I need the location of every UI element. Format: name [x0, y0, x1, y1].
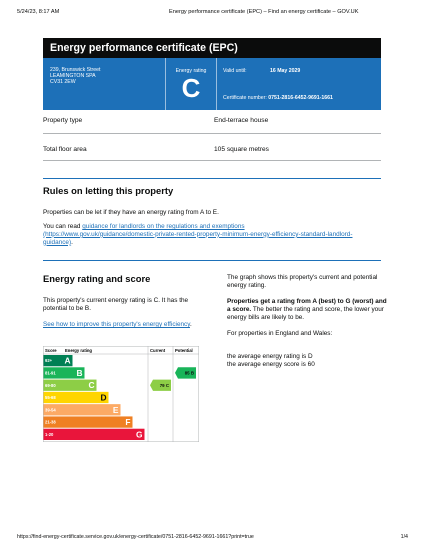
graph-header-potential: Potential — [175, 348, 193, 353]
energy-rating-label: Energy rating — [175, 68, 207, 74]
improve-efficiency-link[interactable]: See how to improve this property's energy efficiency — [43, 321, 190, 328]
graph-band-range: 92+ — [45, 358, 53, 364]
rules-paragraph: Properties can be let if they have an energy rating from A to E. — [43, 209, 219, 216]
address-line-2: LEAMINGTON SPA — [50, 73, 96, 80]
valid-until-label: Valid until: — [223, 68, 247, 74]
graph-header-rating: Energy rating — [65, 348, 92, 353]
average-rating: the average energy rating is D — [227, 353, 313, 360]
floor-area-value: 105 square metres — [214, 146, 269, 153]
print-page-title: Energy performance certificate (EPC) – Find an energy certificate – GOV.UK — [169, 9, 359, 15]
property-type-row — [43, 110, 381, 134]
graph-band-bar — [63, 404, 121, 415]
certificate-number-label: Certificate number: — [223, 95, 267, 101]
potential-rating-label: 85 B — [184, 370, 194, 376]
graph-band-letter: D — [100, 392, 107, 403]
property-type-value: End-terrace house — [214, 117, 269, 124]
divider — [165, 58, 166, 110]
graph-band-range: 69-80 — [45, 382, 56, 388]
energy-rating-letter: C — [181, 73, 201, 103]
graph-band-range: 39-54 — [45, 407, 56, 413]
graph-band-range: 21-38 — [45, 419, 56, 425]
rating-explanation-bold: Properties get a rating from A (best) to G (worst) and a score. — [227, 298, 387, 313]
floor-area-row — [43, 134, 381, 161]
print-url: https://find-energy-certificate.service.gov.uk/energy-certificate/0751-2816-6452-9691-1661?print=true — [17, 534, 254, 540]
graph-band-letter: C — [88, 380, 95, 391]
current-rating-text: This property's current energy rating is C. It has the potential to be B. — [43, 297, 189, 312]
rating-explanation — [227, 298, 387, 321]
guidance-prefix: You can read — [43, 223, 83, 230]
rating-explanation-rest: The better the rating and score, the lower your energy bills are likely to be. — [227, 305, 384, 321]
graph-band-letter: G — [135, 429, 143, 440]
improve-efficiency — [43, 321, 208, 329]
graph-header-score: Score — [45, 348, 57, 353]
floor-area-label: Total floor area — [43, 146, 87, 153]
graph-explanation: The graph shows this property's current and potential energy rating. — [227, 274, 378, 289]
graph-band-bar — [63, 429, 145, 440]
print-header — [17, 9, 408, 19]
divider — [216, 58, 217, 110]
section-divider — [43, 178, 381, 179]
graph-band-range: 55-68 — [45, 395, 56, 401]
certificate-summary-box — [43, 58, 381, 110]
print-footer — [17, 534, 408, 544]
landlord-guidance-link[interactable]: guidance for landlords on the regulations and exemptions — [82, 223, 245, 230]
print-datetime: 5/24/23, 8:17 AM — [17, 9, 60, 15]
graph-band-letter: B — [76, 367, 83, 378]
current-rating-label: 79 C — [159, 382, 169, 388]
landlord-guidance-url[interactable]: (https://www.gov.uk/guidance/domestic-private-rented-property-minimum-energy-efficiency-standard-landlord-guidance) — [43, 230, 353, 246]
energy-rating-graph — [43, 346, 199, 442]
property-address — [50, 67, 100, 86]
graph-band-letter: E — [112, 404, 119, 415]
graph-band-letter: A — [64, 355, 71, 366]
certificate-number-value: 0751-2816-6452-9691-1661 — [268, 95, 333, 101]
graph-band-letter: F — [125, 417, 131, 428]
property-type-label: Property type — [43, 117, 83, 124]
print-page-number: 1/4 — [400, 534, 408, 540]
section-divider — [43, 260, 381, 261]
graph-band-range: 1-20 — [45, 431, 54, 437]
average-stats — [227, 353, 387, 369]
rules-heading: Rules on letting this property — [43, 185, 174, 196]
certificate-number — [223, 95, 333, 101]
valid-until-date: 16 May 2029 — [270, 68, 301, 74]
address-line-3: CV31 2EW — [50, 79, 76, 86]
address-line-1: 239, Brunswick Street — [50, 67, 101, 73]
graph-header-current: Current — [150, 348, 166, 353]
guidance-suffix: . — [71, 238, 73, 246]
average-score: the average energy score is 60 — [227, 360, 315, 368]
graph-band-range: 81-91 — [45, 370, 56, 376]
rules-guidance-paragraph — [43, 223, 381, 246]
certificate-heading: Energy performance certificate (EPC) — [43, 38, 381, 58]
england-wales-intro: For properties in England and Wales: — [227, 330, 333, 337]
improve-suffix: . — [189, 321, 192, 328]
energy-rating-heading: Energy rating and score — [43, 273, 151, 284]
graph-band-bar — [63, 416, 133, 427]
